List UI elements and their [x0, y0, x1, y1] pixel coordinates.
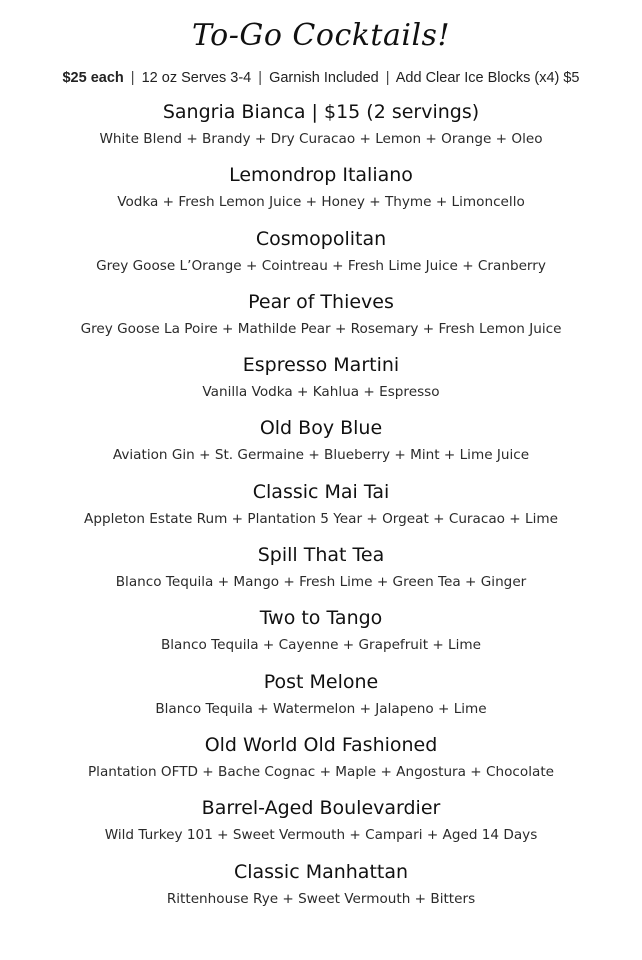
ice-block-addon: Add Clear Ice Blocks (x4) $5	[395, 70, 580, 86]
menu-item	[0, 541, 642, 604]
cocktail-ingredients: Blanco Tequila + Watermelon + Jalapeno + Lime	[155, 700, 487, 717]
separator: |	[258, 70, 263, 86]
cocktail-ingredients: Grey Goose La Poire + Mathilde Pear + Rosemary + Fresh Lemon Juice	[80, 320, 562, 337]
cocktail-name: Post Melone	[263, 670, 379, 693]
separator: |	[385, 70, 390, 86]
menu-item	[0, 161, 642, 224]
serving-size: 12 oz Serves 3-4	[141, 70, 252, 86]
garnish-note: Garnish Included	[269, 70, 379, 86]
cocktail-ingredients: Aviation Gin + St. Germaine + Blueberry + Mint + Lime Juice	[112, 447, 530, 464]
cocktail-name: Sangria Bianca | $15 (2 servings)	[162, 101, 480, 123]
cocktail-ingredients: Grey Goose L’Orange + Cointreau + Fresh Lime Juice + Cranberry	[96, 257, 546, 274]
pricing-info-line	[0, 70, 642, 86]
menu-item	[0, 478, 642, 541]
menu-item	[0, 604, 642, 667]
cocktail-ingredients: Rittenhouse Rye + Sweet Vermouth + Bitters	[166, 890, 476, 907]
cocktail-ingredients: Appleton Estate Rum + Plantation 5 Year + Orgeat + Curacao + Lime	[84, 510, 558, 527]
cocktail-ingredients: Blanco Tequila + Cayenne + Grapefruit + Lime	[160, 637, 482, 654]
menu-item	[0, 98, 642, 161]
cocktail-ingredients: Plantation OFTD + Bache Cognac + Maple + Angostura + Chocolate	[87, 763, 555, 780]
cocktail-name: Two to Tango	[259, 607, 383, 630]
cocktail-name: Spill That Tea	[257, 544, 385, 567]
menu-item	[0, 288, 642, 351]
cocktail-name: Classic Mai Tai	[252, 480, 390, 503]
menu-item	[0, 668, 642, 731]
cocktail-ingredients: Blanco Tequila + Mango + Fresh Lime + Green Tea + Ginger	[115, 574, 527, 591]
menu-item	[0, 858, 642, 921]
cocktail-name: Barrel-Aged Boulevardier	[201, 797, 441, 820]
cocktail-name: Espresso Martini	[242, 354, 400, 377]
cocktail-name: Old World Old Fashioned	[204, 733, 438, 756]
menu-item	[0, 414, 642, 477]
cocktail-ingredients: Vanilla Vodka + Kahlua + Espresso	[202, 384, 440, 401]
cocktail-list	[0, 98, 642, 921]
menu-item	[0, 351, 642, 414]
menu-item	[0, 225, 642, 288]
cocktail-ingredients: Wild Turkey 101 + Sweet Vermouth + Campari + Aged 14 Days	[104, 827, 538, 844]
cocktail-name: Cosmopolitan	[255, 227, 387, 250]
menu-title: To-Go Cocktails!	[191, 18, 451, 53]
cocktail-name: Old Boy Blue	[259, 417, 383, 440]
price-each: $25 each	[62, 70, 124, 86]
cocktail-name: Pear of Thieves	[248, 290, 394, 313]
cocktail-name: Classic Manhattan	[233, 860, 409, 883]
separator: |	[130, 70, 135, 86]
cocktail-name: Lemondrop Italiano	[229, 164, 413, 187]
menu-item	[0, 731, 642, 794]
cocktail-ingredients: White Blend + Brandy + Dry Curacao + Lemon + Orange + Oleo	[99, 131, 543, 147]
menu-item	[0, 794, 642, 857]
cocktail-ingredients: Vodka + Fresh Lemon Juice + Honey + Thyme + Limoncello	[117, 194, 525, 211]
